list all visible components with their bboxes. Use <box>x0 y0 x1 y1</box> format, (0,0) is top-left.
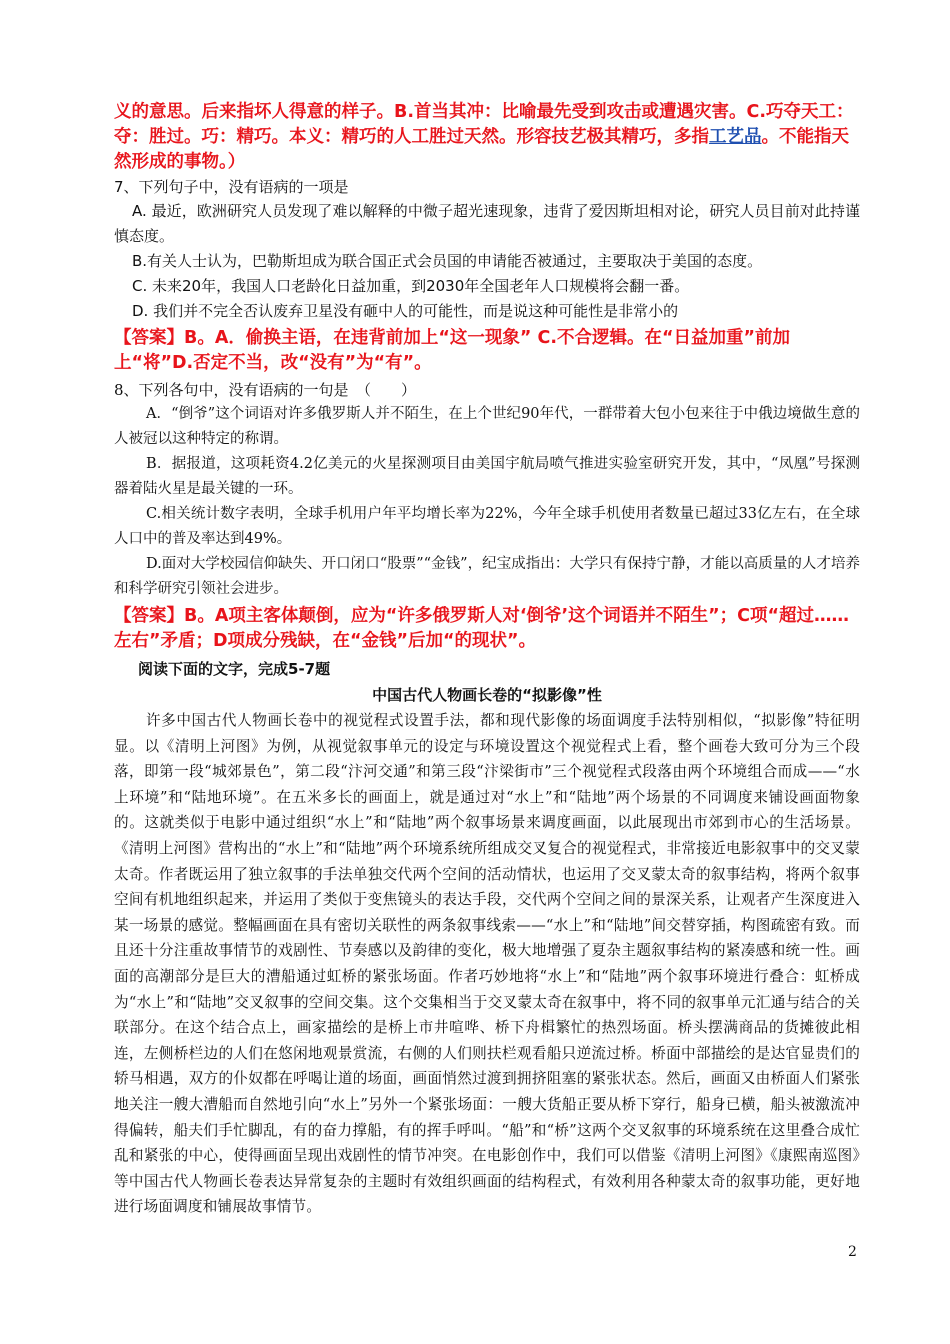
previous-answer-tail: 。不能指天然形成的事物。） <box>114 127 849 172</box>
question-7-option-a: A. 最近，欧洲研究人员发现了难以解释的中微子超光速现象，违背了爱因斯坦相对论，研究人员目前对此持谨慎态度。 <box>114 202 860 245</box>
question-7-option-c: C. 未来20年，我国人口老龄化日益加重，到2030年全国老年人口规模将会翻一番。 <box>132 277 690 295</box>
question-7-answer: 【答案】B。A．偷换主语，在违背前加上“这一现象” C.不合逻辑。在“日益加重”前加上“将”D.否定不当，改“没有”为“有”。 <box>114 328 790 373</box>
craft-link[interactable]: 工艺品 <box>709 127 762 147</box>
question-7-option-b: B.有关人士认为，巴勒斯坦成为联合国正式会员国的申请能否被通过，主要取决于美国的态度。 <box>132 252 763 270</box>
reading-paragraph: 许多中国古代人物画长卷中的视觉程式设置手法，都和现代影像的场面调度手法特别相似，“拟影像”特征明显。以《清明上河图》为例，从视觉叙事单元的设定与环境设置这个视觉程式上看，整个画卷大致可分为三个段落，即第一段“城郊景色”，第二段“汴河交通”和第三段“汴梁街市”三个视觉程式段落由两个环境组合而成——“水上环境”和“陆地环境”。在五米多长的画面上，就是通过对“水上”和“陆地”两个场景的不同调度来铺设画面物象的。这就类似于电影中通过组织“水上”和“陆地”两个叙事场景来调度画面，以此展现出市郊到市心的生活场景。《清明上河图》营构出的“水上”和“陆地”两个环境系统所组成交叉复合的视觉程式，非常接近电影叙事中的交叉蒙太奇。作者既运用了独立叙事的手法单独交代两个空间的活动情状，也运用了交叉蒙太奇的叙事结构，将两个叙事空间有机地组织起来，并运用了类似于变焦镜头的表达手段，交代两个空间之间的景深关系，让观者产生深度进入某一场景的感觉。整幅画面在具有密切关联性的两条叙事线索——“水上”和“陆地”间交替穿插，构图疏密有致。而且还十分注重故事情节的戏剧性、节奏感以及韵律的变化，极大地增强了夏杂主题叙事结构的紧凑感和统一性。画面的高潮部分是巨大的漕船通过虹桥的紧张场面。作者巧妙地将“水上”和“陆地”两个叙事环境进行叠合：虹桥成为“水上”和“陆地”交叉叙事的空间交集。这个交集相当于交叉蒙太奇在叙事中，将不同的叙事单元汇通与结合的关联部分。在这个结合点上，画家描绘的是桥上市井喧哗、桥下舟楫繁忙的热烈场面。桥头摆满商品的货摊彼此相连，左侧桥栏边的人们在悠闲地观景赏流，右侧的人们则扶栏观看船只逆流过桥。桥面中部描绘的是达官显贵们的轿马相遇，双方的仆奴都在呼喝让道的场面，画面悄然过渡到拥挤阻塞的紧张状态。然后，画面又由桥面人们紧张地关注一艘大漕船而自然地引向“水上”另外一个紧张场面：一艘大货船正要从桥下穿行，船身已横，船头被激流冲得偏转，船夫们手忙脚乱，有的奋力撑船，有的挥手呼叫。“船”和“桥”这两个交叉叙事的环境系统在这里叠合成忙乱和紧张的中心，使得画面呈现出戏剧性的情节冲突。在电影创作中，我们可以借鉴《清明上河图》《康熙南巡图》等中国古代人物画长卷表达异常复杂的主题时有效组织画面的结构程式，有效利用各种蒙太奇的叙事功能，更好地进行场面调度和铺展故事情节。 <box>114 712 860 1216</box>
question-8-option-a: A．“倒爷”这个词语对许多俄罗斯人并不陌生，在上个世纪90年代，一群带着大包小包来往于中俄边境做生意的人被冠以这种特定的称谓。 <box>114 406 860 447</box>
question-8-option-d: D.面对大学校园信仰缺失、开口闭口“股票”“金钱”，纪宝成指出：大学只有保持宁静，才能以高质量的人才培养和科学研究引领社会进步。 <box>114 556 860 597</box>
reading-title: 中国古代人物画长卷的“拟影像”性 <box>372 686 602 704</box>
question-8-answer: 【答案】B。A项主客体颠倒，应为“许多俄罗斯人对‘倒爷’这个词语并不陌生”；C项“超过……左右”矛盾；D项成分残缺，在“金钱”后加“的现状”。 <box>114 606 850 651</box>
document-page <box>114 100 860 1220</box>
reading-instruction: 阅读下面的文字，完成5-7题 <box>138 660 331 678</box>
page-number: 2 <box>848 1244 857 1260</box>
previous-answer-text: 义的意思。后来指坏人得意的样子。B.首当其冲：比喻最先受到攻击或遭遇灾害。C.巧夺天工：夺：胜过。巧：精巧。本义：精巧的人工胜过天然。形容技艺极其精巧，多指 <box>114 102 854 147</box>
question-8-option-b: B．据报道，这项耗资4.2亿美元的火星探测项目由美国宇航局喷气推进实验室研究开发，其中，“凤凰”号探测器着陆火星是最关键的一环。 <box>114 456 860 497</box>
previous-answer-continuation <box>114 100 860 175</box>
question-7-stem: 7、下列句子中，没有语病的一项是 <box>114 178 349 196</box>
question-8-option-c: C.相关统计数字表明，全球手机用户年平均增长率为22%，今年全球手机使用者数量已超过33亿左右，在全球人口中的普及率达到49%。 <box>114 506 860 547</box>
question-8-stem: 8、下列各句中，没有语病的一句是 （ ） <box>114 381 417 399</box>
question-7-option-d: D. 我们并不完全否认废弃卫星没有砸中人的可能性，而是说这种可能性是非常小的 <box>132 302 679 320</box>
